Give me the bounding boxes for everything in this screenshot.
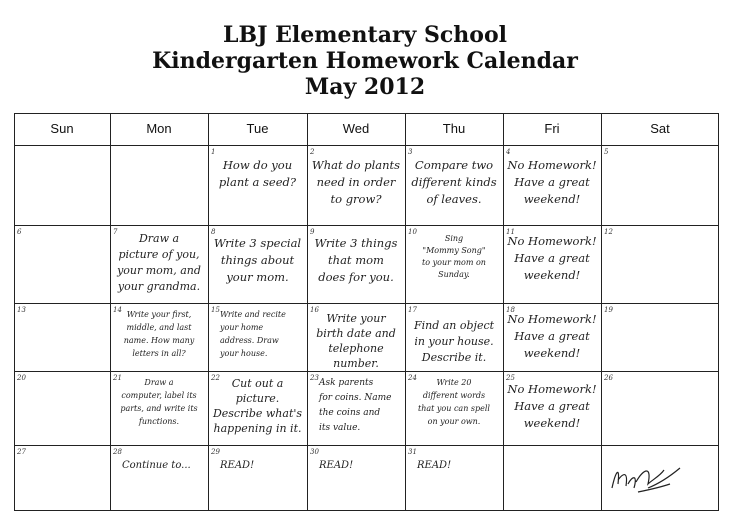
day-header-sat: Sat bbox=[650, 121, 670, 136]
grid-line bbox=[14, 113, 15, 511]
calendar-cell bbox=[208, 225, 307, 303]
day-header-sun: Sun bbox=[50, 121, 74, 136]
day-header-thu: Thu bbox=[442, 121, 466, 136]
day-number: 15 bbox=[211, 306, 220, 314]
calendar-cell bbox=[405, 225, 503, 303]
day-number: 3 bbox=[408, 148, 413, 156]
grid-line bbox=[14, 510, 719, 511]
calendar-cell bbox=[405, 303, 503, 371]
homework-text: No Homework! Have a great weekend! bbox=[507, 382, 597, 430]
day-header-tue: Tue bbox=[246, 121, 269, 136]
calendar-cell bbox=[503, 445, 601, 511]
grid-line bbox=[307, 113, 308, 511]
grid-line bbox=[718, 113, 719, 511]
day-number: 2 bbox=[310, 148, 315, 156]
homework-text: Continue to... bbox=[122, 460, 191, 471]
calendar-cell bbox=[601, 371, 719, 445]
homework-text: Ask parents for coins. Name the coins and its value. bbox=[319, 378, 392, 433]
homework-text: Find an object in your house. Describe it. bbox=[413, 319, 495, 364]
calendar-cell bbox=[503, 145, 601, 225]
day-number: 25 bbox=[506, 374, 515, 382]
homework-text: Write your first, middle, and last name. How many letters in all? bbox=[123, 310, 195, 358]
day-number: 21 bbox=[113, 374, 122, 382]
calendar-cell bbox=[14, 145, 110, 225]
month-title: May 2012 bbox=[304, 74, 426, 100]
grid-line bbox=[14, 113, 719, 114]
grid-line bbox=[208, 113, 209, 511]
day-number: 29 bbox=[211, 448, 220, 456]
day-number: 14 bbox=[113, 306, 122, 314]
calendar-cell bbox=[307, 225, 405, 303]
calendar-cell bbox=[307, 371, 405, 445]
calendar-cell bbox=[601, 303, 719, 371]
day-number: 28 bbox=[113, 448, 122, 456]
day-number: 27 bbox=[17, 448, 26, 456]
day-number: 8 bbox=[211, 228, 216, 236]
calendar-cell bbox=[110, 445, 208, 511]
homework-text: Write 3 special things about your mom. bbox=[213, 236, 302, 284]
day-number: 26 bbox=[604, 374, 613, 382]
homework-text: Draw a picture of you, your mom, and your grandma. bbox=[117, 232, 201, 293]
calendar-cell bbox=[110, 371, 208, 445]
calendar-cell bbox=[307, 145, 405, 225]
calendar-cell bbox=[208, 371, 307, 445]
homework-text: Write 3 things that mom does for you. bbox=[314, 236, 398, 284]
homework-text: READ! bbox=[319, 460, 354, 471]
grid-line bbox=[405, 113, 406, 511]
homework-calendar bbox=[14, 113, 719, 511]
calendar-cell bbox=[601, 225, 719, 303]
calendar-cell bbox=[503, 303, 601, 371]
day-number: 12 bbox=[604, 228, 613, 236]
homework-text: Cut out a picture. Describe what's happening in it. bbox=[212, 377, 303, 435]
calendar-cell bbox=[601, 145, 719, 225]
grid-line bbox=[503, 113, 504, 511]
day-number: 31 bbox=[408, 448, 417, 456]
homework-text: Write your birth date and telephone number. bbox=[316, 312, 396, 370]
homework-text: Write and recite your home address. Draw your house. bbox=[220, 310, 286, 358]
calendar-cell bbox=[503, 371, 601, 445]
calendar-cell bbox=[14, 303, 110, 371]
grid-line bbox=[14, 303, 719, 304]
day-number: 23 bbox=[310, 374, 319, 382]
homework-text: No Homework! Have a great weekend! bbox=[507, 158, 597, 206]
calendar-cell bbox=[14, 225, 110, 303]
calendar-cell bbox=[208, 445, 307, 511]
calendar-cell bbox=[307, 445, 405, 511]
day-number: 17 bbox=[408, 306, 417, 314]
homework-text: Draw a computer, label its parts, and write its functions. bbox=[120, 378, 198, 426]
teacher-signature bbox=[608, 458, 684, 496]
day-number: 10 bbox=[408, 228, 417, 236]
calendar-title: Kindergarten Homework Calendar bbox=[152, 48, 578, 74]
school-name: LBJ Elementary School bbox=[223, 22, 507, 48]
grid-line bbox=[601, 113, 602, 511]
day-number: 6 bbox=[17, 228, 22, 236]
grid-line bbox=[14, 145, 719, 146]
calendar-cell bbox=[14, 371, 110, 445]
day-number: 9 bbox=[310, 228, 315, 236]
day-number: 24 bbox=[408, 374, 417, 382]
calendar-cell bbox=[405, 445, 503, 511]
day-number: 4 bbox=[506, 148, 511, 156]
homework-text: How do you plant a seed? bbox=[218, 158, 297, 189]
day-header-wed: Wed bbox=[342, 121, 370, 136]
day-number: 30 bbox=[310, 448, 319, 456]
homework-text: READ! bbox=[220, 460, 255, 471]
homework-text: No Homework! Have a great weekend! bbox=[507, 234, 597, 282]
day-number: 11 bbox=[506, 228, 515, 236]
grid-line bbox=[14, 225, 719, 226]
day-header-fri: Fri bbox=[544, 121, 560, 136]
day-number: 5 bbox=[604, 148, 609, 156]
calendar-cell bbox=[405, 371, 503, 445]
grid-line bbox=[14, 445, 719, 446]
homework-text: Compare two different kinds of leaves. bbox=[411, 158, 497, 206]
calendar-cell bbox=[14, 445, 110, 511]
calendar-cell bbox=[208, 145, 307, 225]
day-number: 22 bbox=[211, 374, 220, 382]
day-number: 16 bbox=[310, 306, 319, 314]
day-number: 20 bbox=[17, 374, 26, 382]
calendar-cell bbox=[208, 303, 307, 371]
day-number: 7 bbox=[113, 228, 118, 236]
calendar-cell bbox=[405, 145, 503, 225]
calendar-cell bbox=[307, 303, 405, 371]
grid-line bbox=[110, 113, 111, 511]
day-header-mon: Mon bbox=[146, 121, 172, 136]
homework-text: Write 20 different words that you can spell on your own. bbox=[418, 378, 490, 426]
homework-text: No Homework! Have a great weekend! bbox=[507, 312, 597, 360]
day-number: 1 bbox=[211, 148, 216, 156]
day-number: 13 bbox=[17, 306, 26, 314]
day-number: 19 bbox=[604, 306, 613, 314]
calendar-cell bbox=[110, 145, 208, 225]
homework-text: Sing "Mommy Song" to your mom on Sunday. bbox=[422, 234, 486, 279]
calendar-cell bbox=[110, 225, 208, 303]
calendar-cell bbox=[503, 225, 601, 303]
homework-text: What do plants need in order to grow? bbox=[311, 158, 401, 206]
calendar-cell bbox=[110, 303, 208, 371]
homework-text: READ! bbox=[417, 460, 452, 471]
day-number: 18 bbox=[506, 306, 515, 314]
grid-line bbox=[14, 371, 719, 372]
